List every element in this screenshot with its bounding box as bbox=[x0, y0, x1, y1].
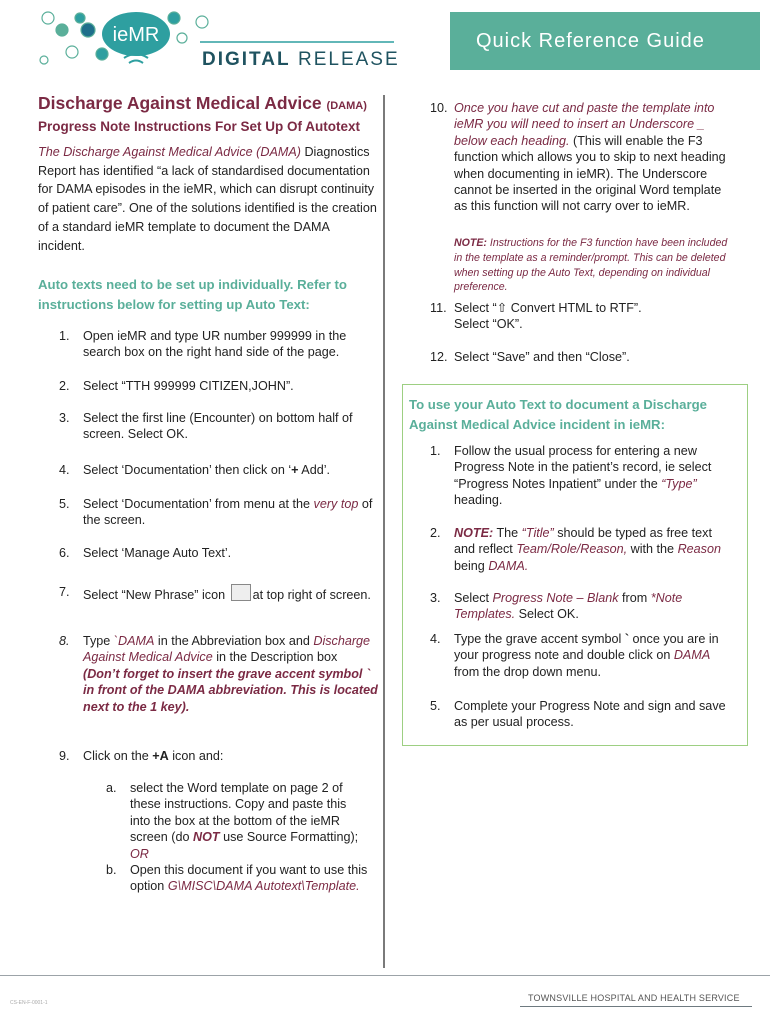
document-subtitle: Progress Note Instructions For Set Up Of Autotext bbox=[38, 119, 361, 134]
intro-paragraph bbox=[38, 143, 378, 255]
footer-divider bbox=[0, 975, 770, 976]
logo-text: ieMR bbox=[112, 24, 160, 46]
footer-organisation: TOWNSVILLE HOSPITAL AND HEALTH SERVICE bbox=[528, 993, 740, 1003]
brand-light: RELEASE bbox=[298, 49, 400, 70]
quick-reference-label: Quick Reference Guide bbox=[476, 30, 705, 52]
intro-italic: The Discharge Against Medical Advice (DAMA) bbox=[38, 145, 301, 159]
iemr-digital-release-logo bbox=[32, 8, 402, 70]
column-divider bbox=[383, 95, 385, 968]
footer-underline bbox=[520, 1006, 752, 1007]
convert-html-icon: ⇧ bbox=[496, 301, 508, 315]
usage-box: To use your Auto Text to document a Discharge Against Medical Advice incident in ieMR: 1. Follow the usual process for entering a new Progress Note in the patient’s record, ie select “Progress Notes Inpatient” under the “Type” heading. 2. NOTE: The “Title” should be typed as free text and reflect Team/Role/Reason, with the Reason being DAMA. 3. Select Progress Note – Blank from *Note Templates. Select OK. 4. Type the grave accent symbol ` once you are in your progress note and double click on DAMA from the drop down menu. 5. Complete your Progress Note and sign and save as per usual process. bbox=[402, 384, 748, 746]
usage-box-heading: To use your Auto Text to document a Discharge Against Medical Advice incident in ieMR: bbox=[409, 397, 707, 432]
document-code: CS-EN-F-0001-1 bbox=[10, 1000, 48, 1006]
auto-text-heading: Auto texts need to be set up individually. Refer to instructions below for setting up Auto Text: bbox=[38, 277, 347, 312]
title-abbr: (DAMA) bbox=[326, 100, 367, 112]
document-title: Discharge Against Medical Advice (DAMA) bbox=[38, 93, 367, 113]
f3-note: NOTE: Instructions for the F3 function have been included in the template as a reminder/prompt. This can be deleted when setting up the Auto Text, depending on individual preference. bbox=[454, 237, 728, 294]
intro-body: Diagnostics Report has identified “a lack of standardised documentation for DAMA episodes in the ieMR, which can disrupt continuity of patient care”. One of the solutions identified is the creation of a standard ieMR template to document the DAMA incident. bbox=[38, 145, 377, 253]
new-phrase-icon bbox=[231, 584, 251, 601]
brand-bold: DIGITAL bbox=[202, 49, 291, 70]
